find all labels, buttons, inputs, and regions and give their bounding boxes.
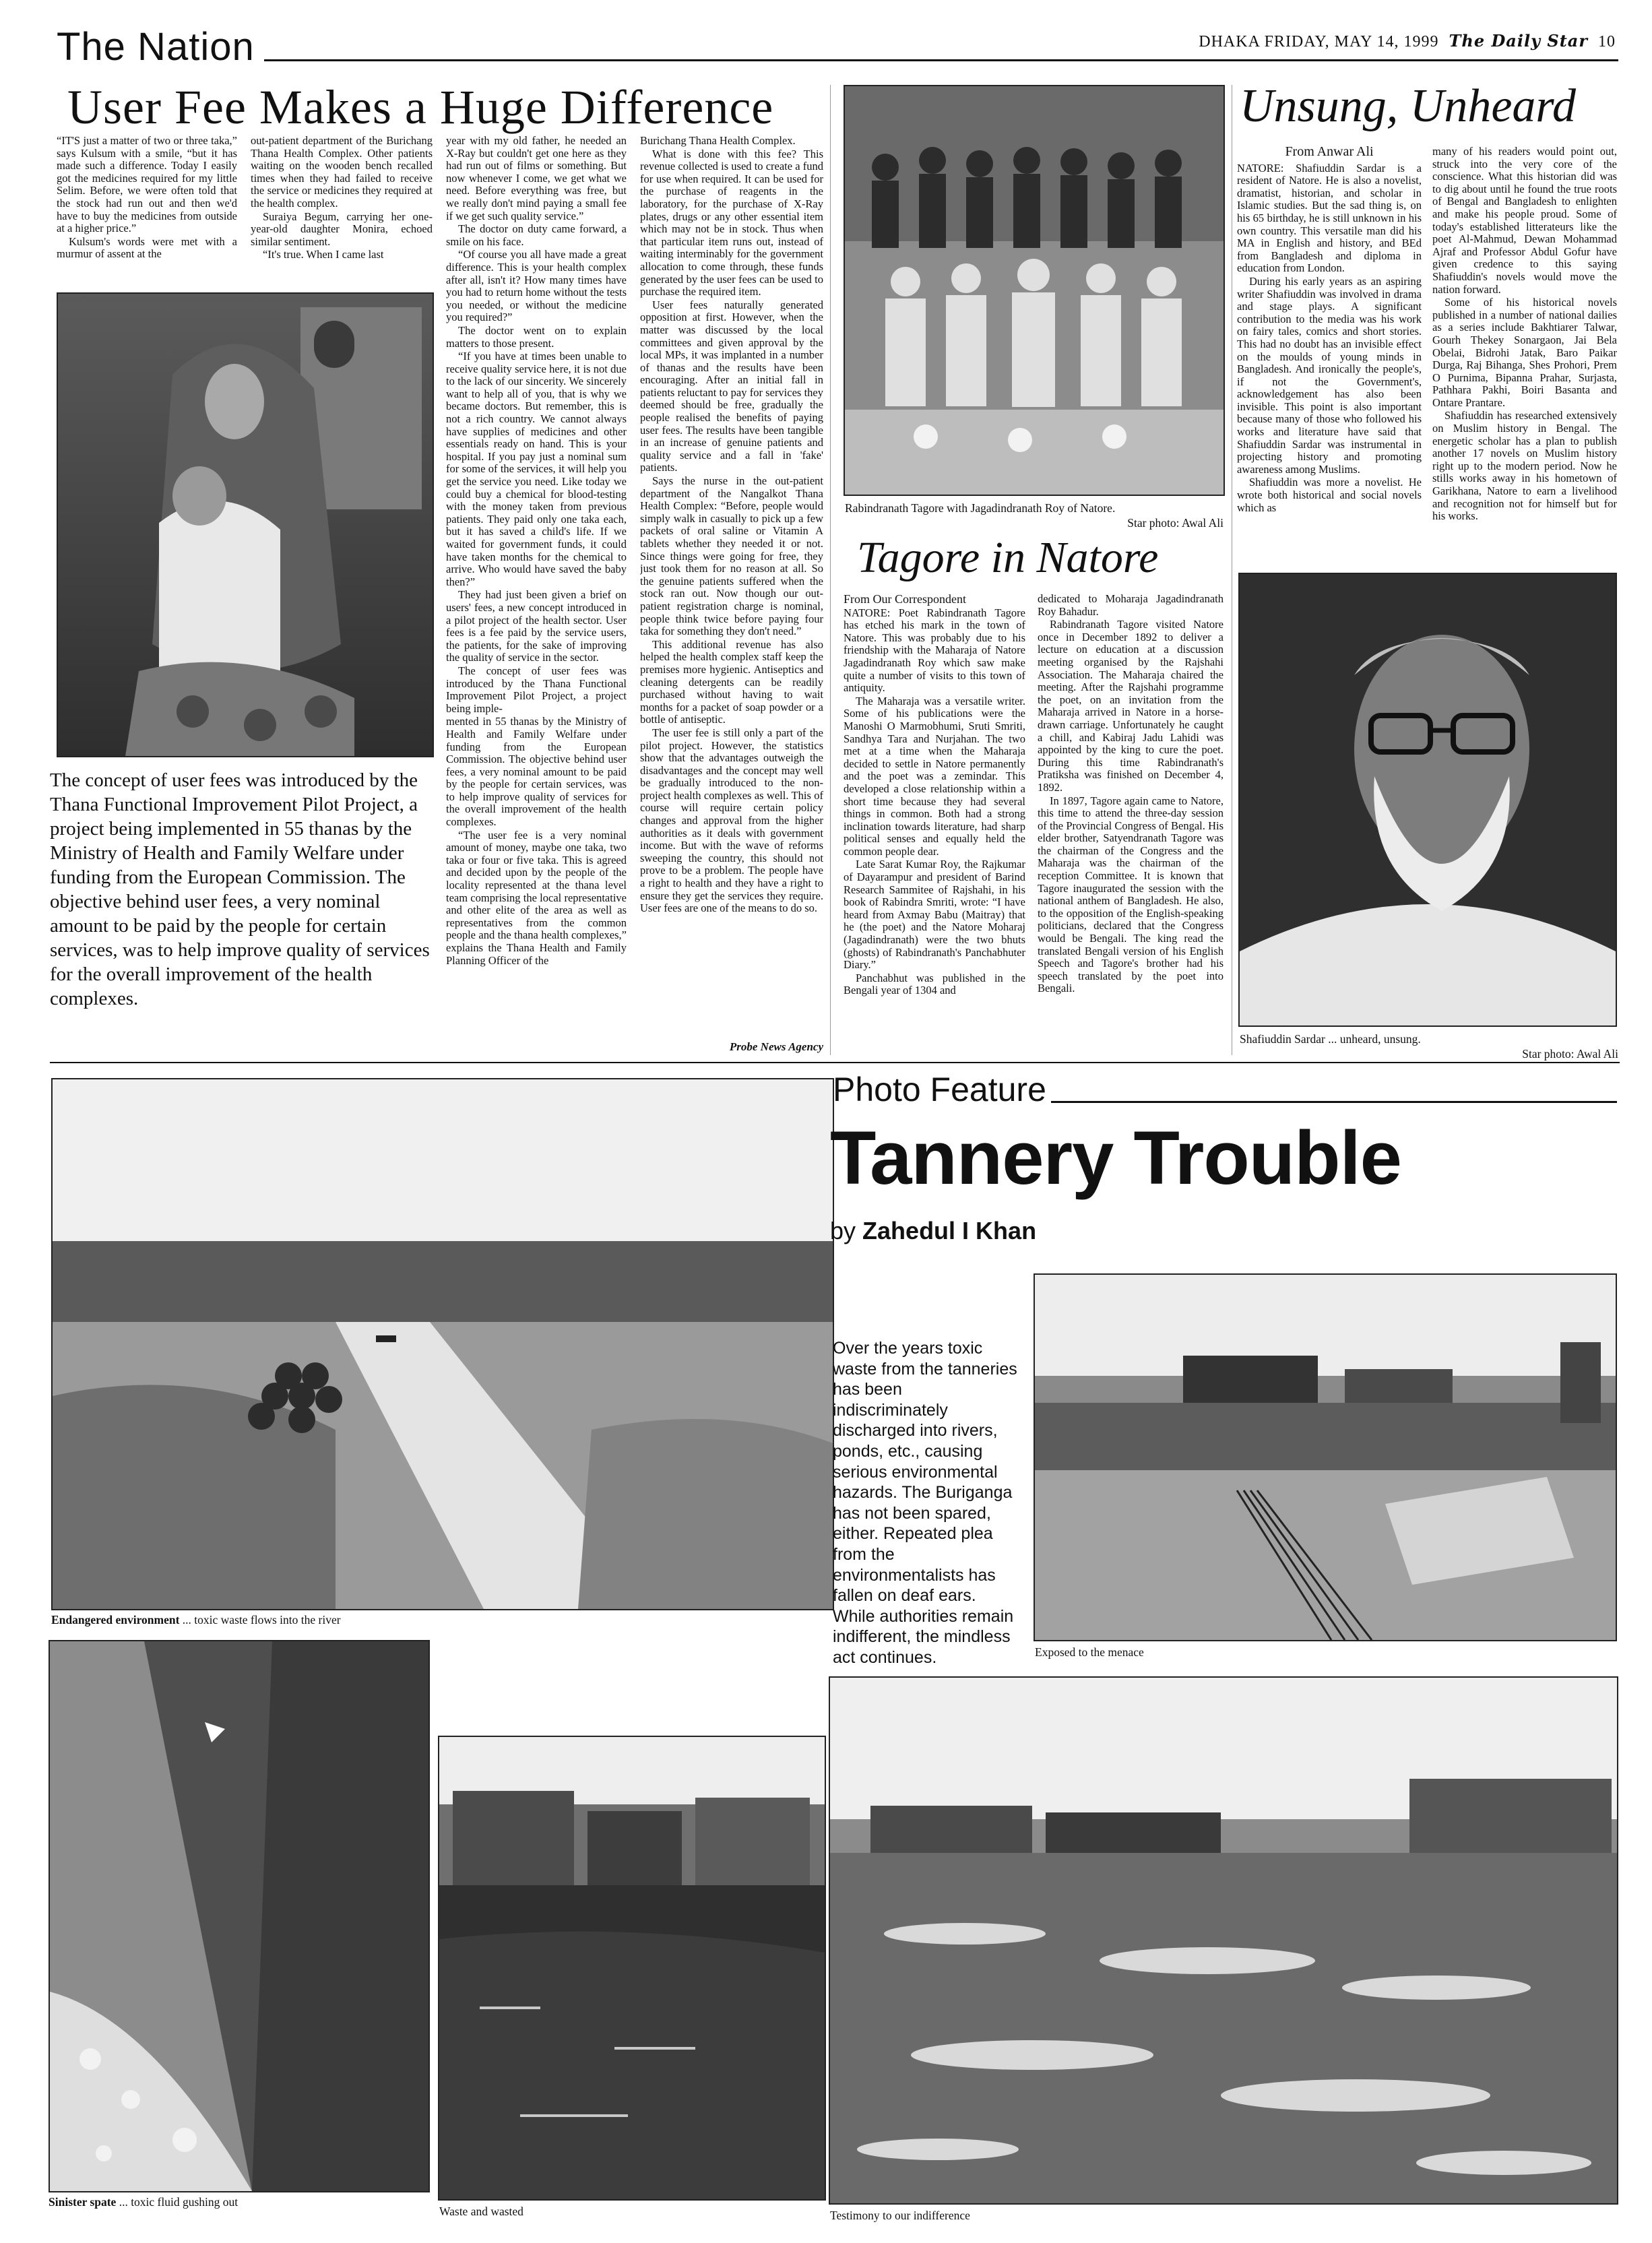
buildings-water-illustration bbox=[439, 1737, 825, 2199]
unsung-col2-p3: Shafiuddin has researched extensively on Muslim history in Bengal. The energetic scholar has a plan to publish another 17 novels on Muslim history right up to the modern period. Now he stills works away in his hometown of Garikhana, Natore to earn a livelihood and recognition not for himself but for his works. bbox=[1432, 409, 1617, 523]
tannery-caption-1-rest: ... toxic waste flows into the river bbox=[179, 1613, 341, 1626]
tannery-title: Tannery Trouble bbox=[830, 1116, 1401, 1200]
userfee-col3-p7: The concept of user fees was introduced by the Thana Functional Improvement Pilot Project, a project being imple- bbox=[446, 664, 627, 715]
unsung-col1-p3: Shafiuddin was more a novelist. He wrote both historical and social novels which as bbox=[1237, 476, 1422, 514]
userfee-col1-p1: “IT'S just a matter of two or three taka,” says Kulsum with a smile, “but it has made such a difference. Today I easily got the medicines required for my little Selim. Before, we were often told that the stock had run out and then we'd have to buy the medicines from outside at a higher price.” bbox=[57, 135, 237, 235]
tannery-caption-3-rest: ... toxic fluid gushing out bbox=[116, 2195, 239, 2209]
userfee-summary: The concept of user fees was introduced by the Thana Functional Improvement Pilot Project, a project being implemented in 55 thanas by the Ministry of Health and Family Welfare under funding from the European Commission. The objective behind user fees, a very nominal amount to be paid by the people for certain services, was to help improve quality of services for the overall improvement of the health complexes. bbox=[50, 769, 430, 1009]
tagore-col1-p3: Late Sarat Kumar Roy, the Rajkumar of Dayarampur and president of Barind Research Sammitee of Rajshahi, in his book of Rabindra Smriti, wrote: “I have heard from Axmay Babu (Maitray) that he (the poet) and the Natore Moharaj (Jagadindranath) were the two bhuts (ghosts) of Rabindranath's Panchabhuter Diary.” bbox=[844, 858, 1025, 972]
unsung-col1-p1: NATORE: Shafiuddin Sardar is a resident of Natore. He is also a novelist, dramatist, historian, and scholar in Islamic studies. But the sad thing is, on his 65 birthday, he is still unknown in his own country. This versatile man did his MA in English and history, and BEd from Bangladesh and diploma in education from London. bbox=[1237, 161, 1422, 275]
tagore-group-photo bbox=[844, 85, 1225, 496]
userfee-col4-p4: Says the nurse in the out-patient department of the Nangalkot Thana Health Complex: “Before, people would simply walk in casually to pick up a few packets of oral saline or Vitamin A tablets whether they needed it or not. Since things were going for free, they just took them for no reason at all. So the genuine patients suffered when the stock ran out. Now though our out-patient registration charge is nominal, people think twice before paying four taka for something they don't need.” bbox=[640, 474, 823, 638]
unsung-photo-caption: Shafiuddin Sardar ... unheard, unsung. bbox=[1240, 1032, 1421, 1046]
userfee-col3-p1: year with my old father, he needed an X-Ray but couldn't get one here as they had run out of films or something. But now whenever I come, we get what we need. Before everything was free, but we really don't mind paying a small fee if we get such quality service.” bbox=[446, 135, 627, 222]
tannery-author: Zahedul I Khan bbox=[862, 1217, 1037, 1244]
userfee-col1-p2: Kulsum's words were met with a murmur of assent at the bbox=[57, 234, 237, 261]
userfee-col4-p5: This additional revenue has also helped the health complex staff keep the premises more hygienic. Antiseptics and cleaning detergents can be readily purchased without having to wait months for a packet of soap powder or a bottle of antiseptic. bbox=[640, 637, 823, 726]
masthead bbox=[1009, 31, 1616, 51]
userfee-col3 bbox=[446, 135, 627, 1051]
userfee-col4 bbox=[640, 135, 823, 1038]
section-divider bbox=[50, 1062, 1620, 1063]
group-portrait-illustration bbox=[845, 86, 1224, 495]
shafiuddin-portrait bbox=[1238, 573, 1617, 1027]
userfee-col2-p3: “It's true. When I came last bbox=[263, 248, 384, 261]
tagore-byline: From Our Correspondent bbox=[844, 593, 966, 606]
userfee-col4-p6: The user fee is still only a part of the pilot project. However, the statistics show that the advantages outweigh the disadvantages and the concept may well be gradually introduced to the non-project health complexes as well. This of course will require certain policy changes and approval from the higher authorities as it deals with government income. But with the wave of reforms sweeping the country, this should not prove to be a problem. The people have a right to health and they have a right to ensure they get the services they require. User fees are one of the means to do so. bbox=[640, 726, 823, 915]
tagore-col1-p2: The Maharaja was a versatile writer. Some of his publications were the Manoshi O Marmobhumi, Sruti Smriti, Sandhya Tara and Nurjahan. The two met at a time when the Maharaja decided to settle in Natore permanently and the poet was a zemindar. This developed a close relationship within a short time because they had several things in common. Both had a strong inclination towards literature, had sharp political senses and equally held the common people dear. bbox=[844, 694, 1025, 858]
tannery-caption-5: Testimony to our indifference bbox=[830, 2209, 970, 2222]
tannery-photo-testimony bbox=[829, 1676, 1618, 2205]
userfee-col3-p3: “Of course you all have made a great difference. This is your health complex after all, isn't it? How many times have you had to return home without the tests you needed, or without the medicine you required?” bbox=[446, 248, 627, 324]
mother-child-photo bbox=[57, 292, 434, 757]
tagore-col2 bbox=[1038, 593, 1224, 1055]
photo-feature-kicker: Photo Feature bbox=[833, 1071, 1046, 1108]
tannery-by: by bbox=[830, 1217, 856, 1244]
section-rule bbox=[264, 59, 1618, 61]
tannery-photo-endangered bbox=[51, 1078, 834, 1610]
tannery-caption-4: Waste and wasted bbox=[439, 2205, 523, 2218]
tagore-photo-credit: Star photo: Awal Ali bbox=[1127, 516, 1224, 530]
userfee-col3-p8: mented in 55 thanas by the Ministry of Health and Family Welfare under funding from the European Commission. The objective behind user fees, a very nominal amount to be paid by the people for certain services, was to help improve quality of services for the overall improvement of the health complexes. bbox=[446, 715, 627, 829]
tannery-caption-2: Exposed to the menace bbox=[1035, 1645, 1144, 1659]
unsung-col1-p2: During his early years as an aspiring writer Shafiuddin was involved in drama and stage plays. A significant contribution to the media was his work on fairy tales, comics and short stories. This had no doubt has an invisible effect on the moulds of young minds in Bangladesh. And ironically the people's, if not the Government's, acknowledgement has also been invisible. This point is also important because many of those who followed his works and literature have said that Shafiuddin Sardar was instrumental in projecting history and promoting awareness among Muslims. bbox=[1237, 274, 1422, 476]
column-divider bbox=[830, 85, 831, 1055]
tagore-photo-caption: Rabindranath Tagore with Jagadindranath Roy of Natore. bbox=[845, 501, 1116, 515]
userfee-col3-p9: “The user fee is a very nominal amount of money, maybe one taka, two taka or four or five taka. This is agreed and decided upon by the people of the locality represented at the thana level team comprising the local representative and other elite of the area as well as representatives from the common people and the thana health complexes,” explains the Thana Health and Family Planning Officer of the bbox=[446, 828, 627, 967]
userfee-col1 bbox=[57, 135, 237, 288]
paper-logo: The Daily Star bbox=[1449, 31, 1588, 51]
tannery-caption-1-bold: Endangered environment bbox=[51, 1613, 180, 1626]
tannery-photo-exposed bbox=[1034, 1273, 1617, 1641]
userfee-col2-p2: Suraiya Begum, carrying her one-year-old daughter Monira, echoed similar sentiment. bbox=[251, 210, 433, 248]
userfee-col2-p1: out-patient department of the Burichang Thana Health Complex. Other patients waiting on the wooden bench recalled times when they had failed to receive the service or medicines they required at the health complex. bbox=[251, 135, 433, 210]
tagore-col2-p3: In 1897, Tagore again came to Natore, this time to attend the three-day session of the Provincial Congress of Bengal. His elder brother, Satyendranath Tagore was the chairman of the Congress and the Maharaja was the chairman of the reception Committee. It is known that Tagore inaugurated the session with the national anthem of Bangladesh. He also, to the opposition of the English-speaking politicians, declared that the Congress would be Bengali. The king read the translated Bengali version of his English Speech and Tagore's brother had his speech translated by the poet into Bengali. bbox=[1038, 794, 1224, 995]
tagore-col1-p4: Panchabhut was published in the Bengali year of 1304 and bbox=[844, 971, 1025, 997]
userfee-credit: Probe News Agency bbox=[729, 1040, 823, 1053]
polluted-river-illustration bbox=[830, 1678, 1617, 2203]
tagore-headline: Tagore in Natore bbox=[857, 533, 1159, 582]
unsung-col1 bbox=[1237, 146, 1422, 569]
waste-channel-illustration bbox=[50, 1641, 428, 2191]
unsung-col2-p1: many of his readers would point out, struck into the very core of the conscience. What this historian did was to dig about until he found the true roots of Bengal and Bangladesh to enlighten and make his people proud. Some of today's established litterateurs like the poet Al-Mahmud, Dewan Mohammad Ajraf and Professor Abdul Gofur have given credence to this saying Shafiuddin's novels would move the nation forward. bbox=[1432, 146, 1617, 296]
tannery-photo-sinister bbox=[49, 1640, 430, 2192]
userfee-col3-p2: The doctor on duty came forward, a smile on his face. bbox=[446, 222, 627, 248]
page-number: 10 bbox=[1598, 33, 1616, 51]
tagore-col1-p1: NATORE: Poet Rabindranath Tagore has etched his mark in the town of Natore. This was probably due to his friendship with the Maharaja of Natore Jagadindranath Roy which saw make quite a number of visits to this town of antiquity. bbox=[844, 606, 1025, 695]
tannery-caption-3-bold: Sinister spate bbox=[49, 2195, 117, 2209]
userfee-col4-p2: What is done with this fee? This revenue collected is used to create a fund for use when required. It can be used for the purchase of reagents in the laboratory, for the purchase of X-Ray plates, drugs or any other essential item which may not be in stock. Thus when that particular item runs out, instead of waiting interminably for the government allocation to come through, these funds generated by the user fees can be used to purchase the required item. bbox=[640, 147, 823, 298]
section-title: The Nation bbox=[57, 25, 255, 69]
tannery-caption-1 bbox=[51, 1613, 341, 1626]
userfee-col2 bbox=[251, 135, 433, 288]
tannery-caption-3 bbox=[49, 2195, 238, 2209]
riverbank-illustration bbox=[1035, 1275, 1616, 1640]
tagore-col1 bbox=[844, 593, 1025, 1055]
dateline: DHAKA FRIDAY, MAY 14, 1999 bbox=[1199, 33, 1439, 51]
portrait-illustration bbox=[1240, 574, 1616, 1025]
unsung-photo-credit: Star photo: Awal Ali bbox=[1522, 1047, 1618, 1061]
tannery-photo-wasted bbox=[438, 1736, 826, 2201]
tagore-col2-p2: Rabindranath Tagore visited Natore once in December 1892 to deliver a lecture on education at a discussion meeting organised by the Rajshahi Association. The Maharaja chaired the meeting. After the Rajshahi programme the poet, on an invitation from the Maharaja arrived in Natore in a horse-drawn carriage. Unfortunately he caught a chill, and Kabiraj Jadu Lahidi was appointed by the king to cure the poet. During this time Rabindranath's Pratiksha was finished on December 4, 1892. bbox=[1038, 618, 1224, 794]
userfee-col3-p4: The doctor went on to explain matters to those present. bbox=[446, 323, 627, 350]
kicker-rule bbox=[1051, 1101, 1617, 1103]
userfee-headline: User Fee Makes a Huge Difference bbox=[67, 80, 774, 134]
userfee-col3-p5: “If you have at times been unable to receive quality service here, it is not due to the lack of our sincerity. We sincerely want to help all of you, that is why we became doctors. But remember, this is not a rich country. We cannot always have supplies of medicines and other essentials ready on hand. This is your hospital. If you pay just a nominal sum for some of the services, it will help you get the service you need. Like today we could buy a chemical for blood-testing with the money taken from previous patients. They paid only one taka each, but it has saved a child's life. If we waited for government funds, it could have taken months for the chemical to arrive. Who would have saved the baby then?” bbox=[446, 350, 627, 588]
tagore-col2-p1: dedicated to Moharaja Jagadindranath Roy Bahadur. bbox=[1038, 593, 1224, 618]
userfee-col3-p6: They had just been given a brief on users' fees, a new concept introduced in a pilot project of the health sector. User fees is a fee paid by the service users, the patients, for the sake of improving the quality of service in the sector. bbox=[446, 588, 627, 664]
tannery-byline bbox=[830, 1217, 1036, 1245]
userfee-col4-p3: User fees naturally generated opposition at first. However, when the matter was discussed by the local committees and given approval by the local MPs, it was implanted in a number of thanas and the results have been encouraging. After an initial fall in patients reluctant to pay for services they deemed should be free, gradually the people realised the benefits of paying user fees. The results have been tangible in an increase of genuine patients and quality service and a fall in 'fake' patients. bbox=[640, 298, 823, 474]
river-landscape-illustration bbox=[53, 1079, 833, 1609]
unsung-col2-p2: Some of his historical novels published in a number of national dailies as a series include Bakhtiarer Talwar, Gourh Thekey Sonargaon, Jai Bela Obelai, Bidrohi Jatak, Baro Paikar Durga, Raj Bihanga, Shes Prohori, Prem O Purnima, Bipanna Prahar, Surjasta, Pathhara Pakhi, Boiri Basanta and Ontare Prantare. bbox=[1432, 296, 1617, 409]
userfee-col4-p1: Burichang Thana Health Complex. bbox=[640, 135, 796, 147]
tannery-intro: Over the years toxic waste from the tanneries has been indiscriminately discharged into rivers, ponds, etc., causing serious environmental hazards. The Buriganga has not been spared, either. Repeated plea from the environmentalists has fallen on deaf ears. While authorities remain indifferent, the mindless act continues. bbox=[833, 1339, 1017, 1667]
unsung-col2 bbox=[1432, 146, 1617, 569]
unsung-byline: From Anwar Ali bbox=[1285, 146, 1374, 159]
mother-child-illustration bbox=[58, 294, 433, 756]
unsung-headline: Unsung, Unheard bbox=[1240, 80, 1577, 132]
